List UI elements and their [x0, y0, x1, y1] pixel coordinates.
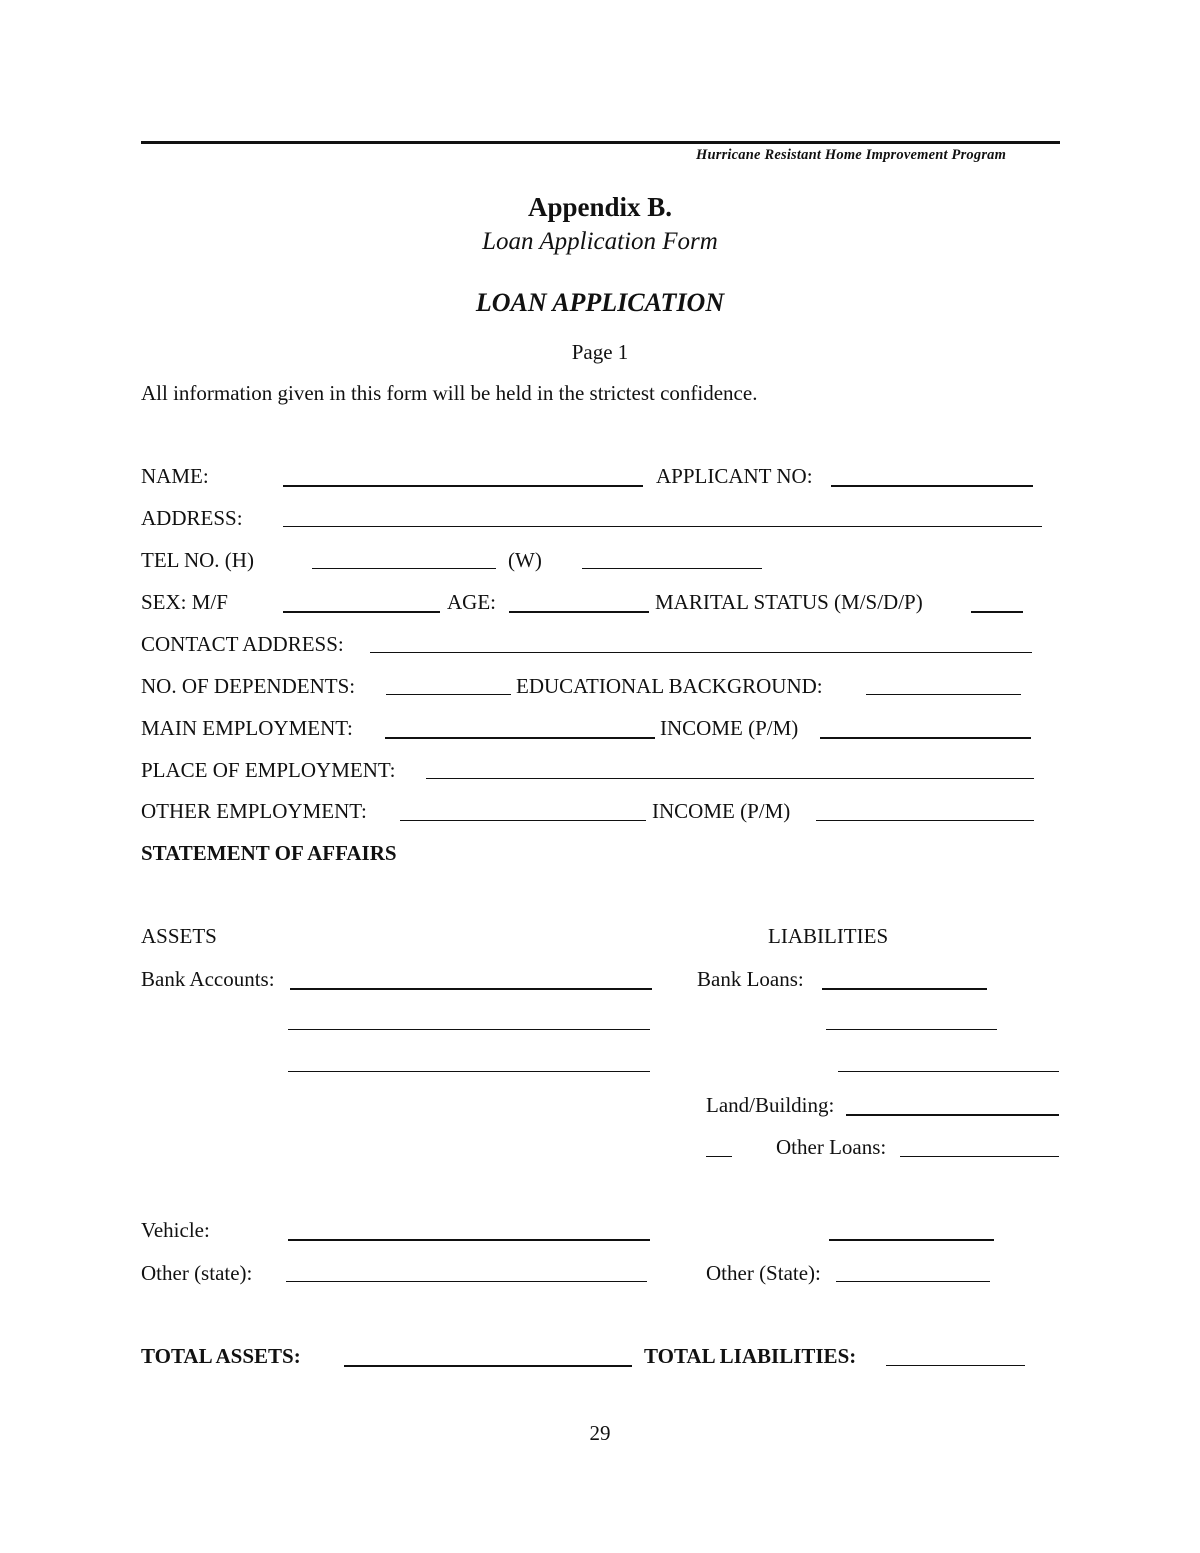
- education-label: EDUCATIONAL BACKGROUND:: [516, 674, 823, 698]
- other-loans-label: Other Loans:: [776, 1135, 887, 1159]
- other-employment-label: OTHER EMPLOYMENT:: [141, 799, 367, 823]
- bank-loans-field-2[interactable]: [826, 1029, 997, 1030]
- vehicle-field[interactable]: [288, 1239, 650, 1241]
- bank-accounts-field-3[interactable]: [288, 1071, 650, 1072]
- bank-accounts-label: Bank Accounts:: [141, 967, 275, 991]
- sex-field[interactable]: [283, 611, 440, 613]
- page-number: 29: [589, 1421, 611, 1445]
- header-rule: [141, 141, 1060, 144]
- other-loans-checkbox[interactable]: [706, 1156, 732, 1157]
- appendix-subtitle: Loan Application Form: [482, 228, 718, 255]
- bank-loans-field[interactable]: [822, 988, 987, 990]
- bank-accounts-field-2[interactable]: [288, 1029, 650, 1030]
- dependents-label: NO. OF DEPENDENTS:: [141, 674, 356, 698]
- other-state-liabilities-field[interactable]: [836, 1281, 990, 1282]
- income-main-field[interactable]: [820, 737, 1031, 739]
- place-of-employment-field[interactable]: [426, 778, 1034, 779]
- income-main-label: INCOME (P/M): [660, 716, 799, 740]
- total-liabilities-field[interactable]: [886, 1365, 1025, 1366]
- dependents-field[interactable]: [386, 694, 511, 695]
- marital-status-label: MARITAL STATUS (M/S/D/P): [655, 590, 923, 614]
- place-of-employment-label: PLACE OF EMPLOYMENT:: [141, 758, 396, 782]
- bank-accounts-field[interactable]: [290, 988, 652, 990]
- marital-status-field[interactable]: [971, 611, 1023, 613]
- age-label: AGE:: [447, 590, 496, 614]
- address-label: ADDRESS:: [141, 506, 243, 530]
- name-label: NAME:: [141, 464, 209, 488]
- income-other-field[interactable]: [816, 820, 1034, 821]
- applicant-no-label: APPLICANT NO:: [656, 464, 813, 488]
- tel-home-field[interactable]: [312, 568, 496, 569]
- appendix-title: Appendix B.: [527, 192, 673, 222]
- liability-extra-field[interactable]: [829, 1239, 994, 1241]
- confidential-note: All information given in this form will be held in the strictest confidence.: [141, 381, 758, 405]
- other-state-assets-label: Other (state):: [141, 1261, 253, 1285]
- running-header: Hurricane Resistant Home Improvement Program: [696, 147, 1007, 163]
- total-assets-label: TOTAL ASSETS:: [141, 1344, 301, 1368]
- assets-heading: ASSETS: [141, 924, 217, 948]
- statement-heading: STATEMENT OF AFFAIRS: [141, 841, 397, 865]
- land-building-field[interactable]: [846, 1114, 1059, 1116]
- page-label: Page 1: [571, 340, 629, 364]
- tel-home-label: TEL NO. (H): [141, 548, 254, 572]
- tel-work-label: (W): [508, 548, 542, 572]
- other-state-assets-field[interactable]: [286, 1281, 647, 1282]
- age-field[interactable]: [509, 611, 649, 613]
- vehicle-label: Vehicle:: [141, 1218, 210, 1242]
- tel-work-field[interactable]: [582, 568, 762, 569]
- education-field[interactable]: [866, 694, 1021, 695]
- other-loans-field[interactable]: [900, 1156, 1059, 1157]
- address-field[interactable]: [283, 526, 1042, 527]
- other-state-liabilities-label: Other (State):: [706, 1261, 821, 1285]
- main-employment-field[interactable]: [385, 737, 655, 739]
- total-assets-field[interactable]: [344, 1365, 632, 1367]
- sex-label: SEX: M/F: [141, 590, 228, 614]
- name-field[interactable]: [283, 485, 643, 487]
- applicant-no-field[interactable]: [831, 485, 1033, 487]
- contact-address-label: CONTACT ADDRESS:: [141, 632, 344, 656]
- contact-address-field[interactable]: [370, 652, 1032, 653]
- bank-loans-field-3[interactable]: [838, 1071, 1059, 1072]
- main-employment-label: MAIN EMPLOYMENT:: [141, 716, 353, 740]
- form-title: LOAN APPLICATION: [475, 288, 725, 317]
- total-liabilities-label: TOTAL LIABILITIES:: [644, 1344, 857, 1368]
- land-building-label: Land/Building:: [706, 1093, 835, 1117]
- income-other-label: INCOME (P/M): [652, 799, 791, 823]
- other-employment-field[interactable]: [400, 820, 646, 821]
- liabilities-heading: LIABILITIES: [768, 924, 889, 948]
- bank-loans-label: Bank Loans:: [697, 967, 804, 991]
